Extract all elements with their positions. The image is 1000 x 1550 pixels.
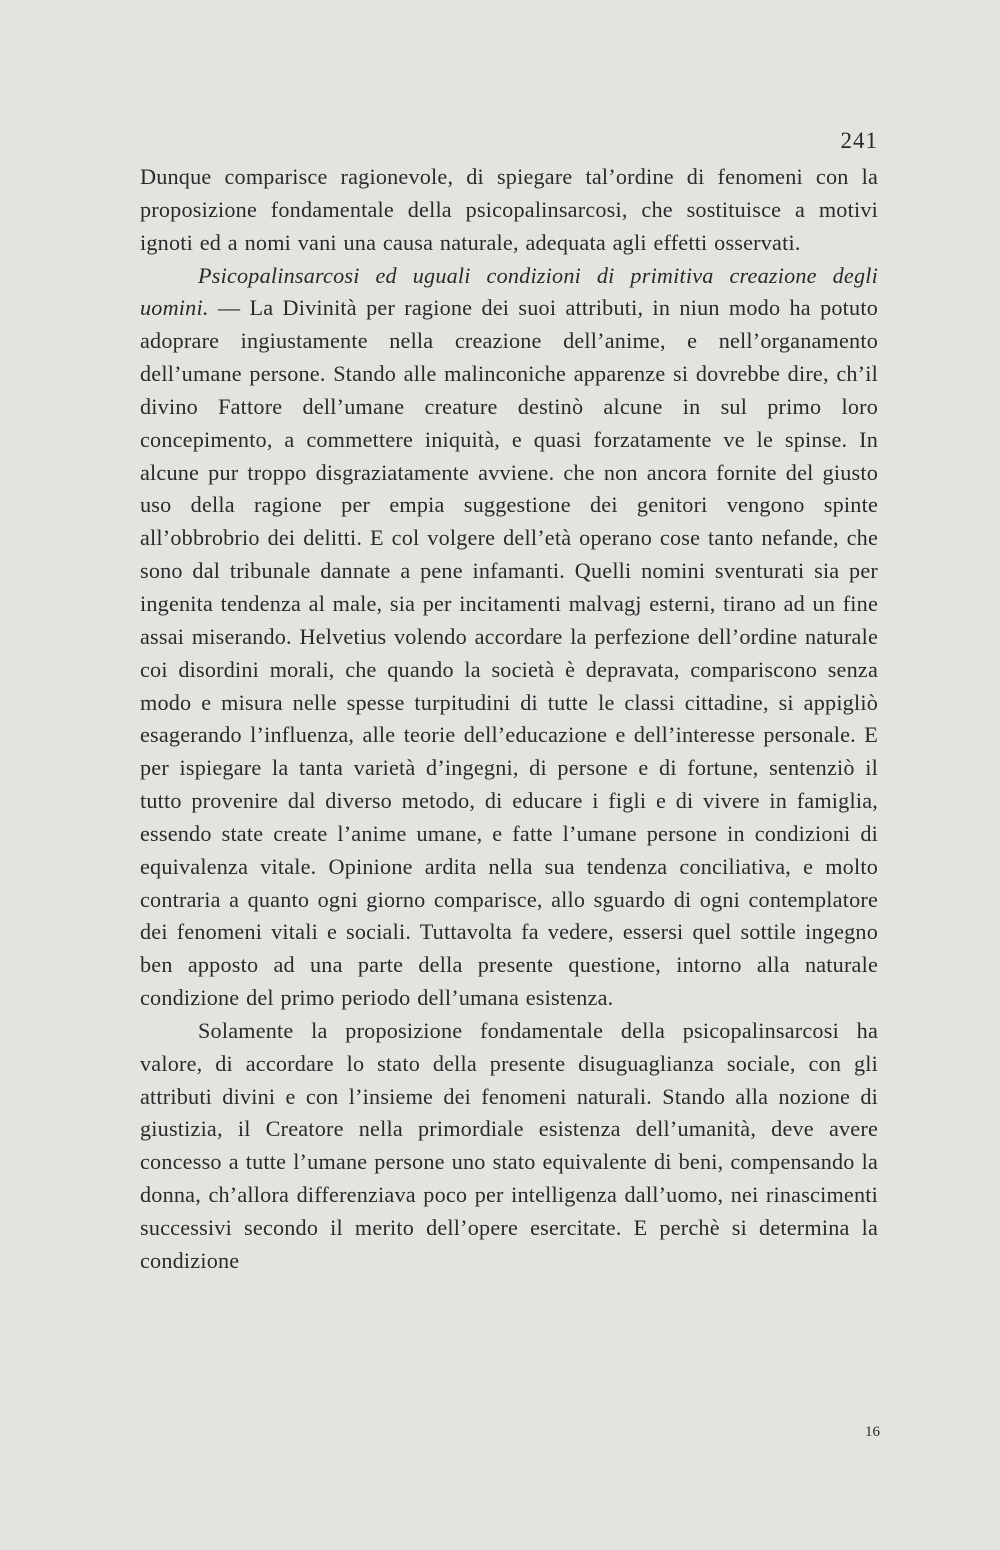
paragraph-2 (140, 260, 878, 1015)
paragraph-3-text: Solamente la proposizione fondamentale della psicopalinsarcosi ha valore, di accordare lo stato della presente disuguaglianza sociale, con gli attributi divini e con l’insieme dei fenomeni naturali. Stando alla nozione di giustizia, il Creatore nella primordiale esistenza dell’umanità, deve avere concesso a tutte l’umane persone uno stato equivalente di beni, compensando la donna, ch’allora differenziava poco per intelligenza dall’uomo, nei rinascimenti successivi secondo il merito dell’opere esercitate. E perchè si determina la condizione (140, 1017, 878, 1273)
body-text (140, 161, 878, 1278)
paragraph-2-text: — La Divinità per ragione dei suoi attributi, in niun modo ha potuto adoprare ingiustamente nella creazione dell’anime, e nell’organamento dell’umane persone. Stando alle malinconiche apparenze si dovrebbe dire, ch’il divino Fattore dell’umane creature destinò alcune in sul primo loro concepimento, a commettere iniquità, e quasi forzatamente ve le spinse. In alcune pur troppo disgraziatamente avviene. che non ancora fornite del giusto uso della ragione per empia suggestione dei genitori vengono spinte all’obbrobrio dei delitti. E col volgere dell’età operano cose tanto nefande, che sono dal tribunale dannate a pene infamanti. Quelli nomini sventurati sia per ingenita tendenza al male, sia per incitamenti malvagj esterni, tirano ad un fine assai miserando. Helvetius volendo accordare la perfezione dell’ordine naturale coi disordini morali, che quando la società è depravata, compariscono senza modo e misura nelle spesse turpitudini di tutte le classi cittadine, si appigliò esagerando l’influenza, alle teorie dell’educazione e dell’interesse personale. E per ispiegare la tanta varietà d’ingegni, di persone e di fortune, sentenziò il tutto provenire dal diverso metodo, di educare i figli e di vivere in famiglia, essendo state create l’anime umane, e fatte l’umane persone in condizioni di equivalenza vitale. Opinione ardita nella sua tendenza conciliativa, e molto contraria a quanto ogni giorno comparisce, allo sguardo di ogni contemplatore dei fenomeni vitali e sociali. Tuttavolta fa vedere, essersi quel sottile ingegno ben apposto ad una parte della presente questione, intorno alla naturale condizione del primo periodo dell’umana esistenza. (140, 295, 878, 1011)
paragraph-1-text: Dunque comparisce ragionevole, di spiegare tal’ordine di fenomeni con la proposizione fondamentale della psicopalinsarcosi, che sostituisce a motivi ignoti ed a nomi vani una causa naturale, adequata agli effetti osservati. (140, 164, 878, 255)
section-heading: Psicopalinsarcosi ed uguali condizioni di primitiva creazione degli uomini. (140, 262, 878, 321)
paragraph-3 (140, 1015, 878, 1278)
paragraph-1 (140, 161, 878, 260)
signature-mark: 16 (865, 1424, 880, 1440)
page-number: 241 (840, 128, 878, 153)
